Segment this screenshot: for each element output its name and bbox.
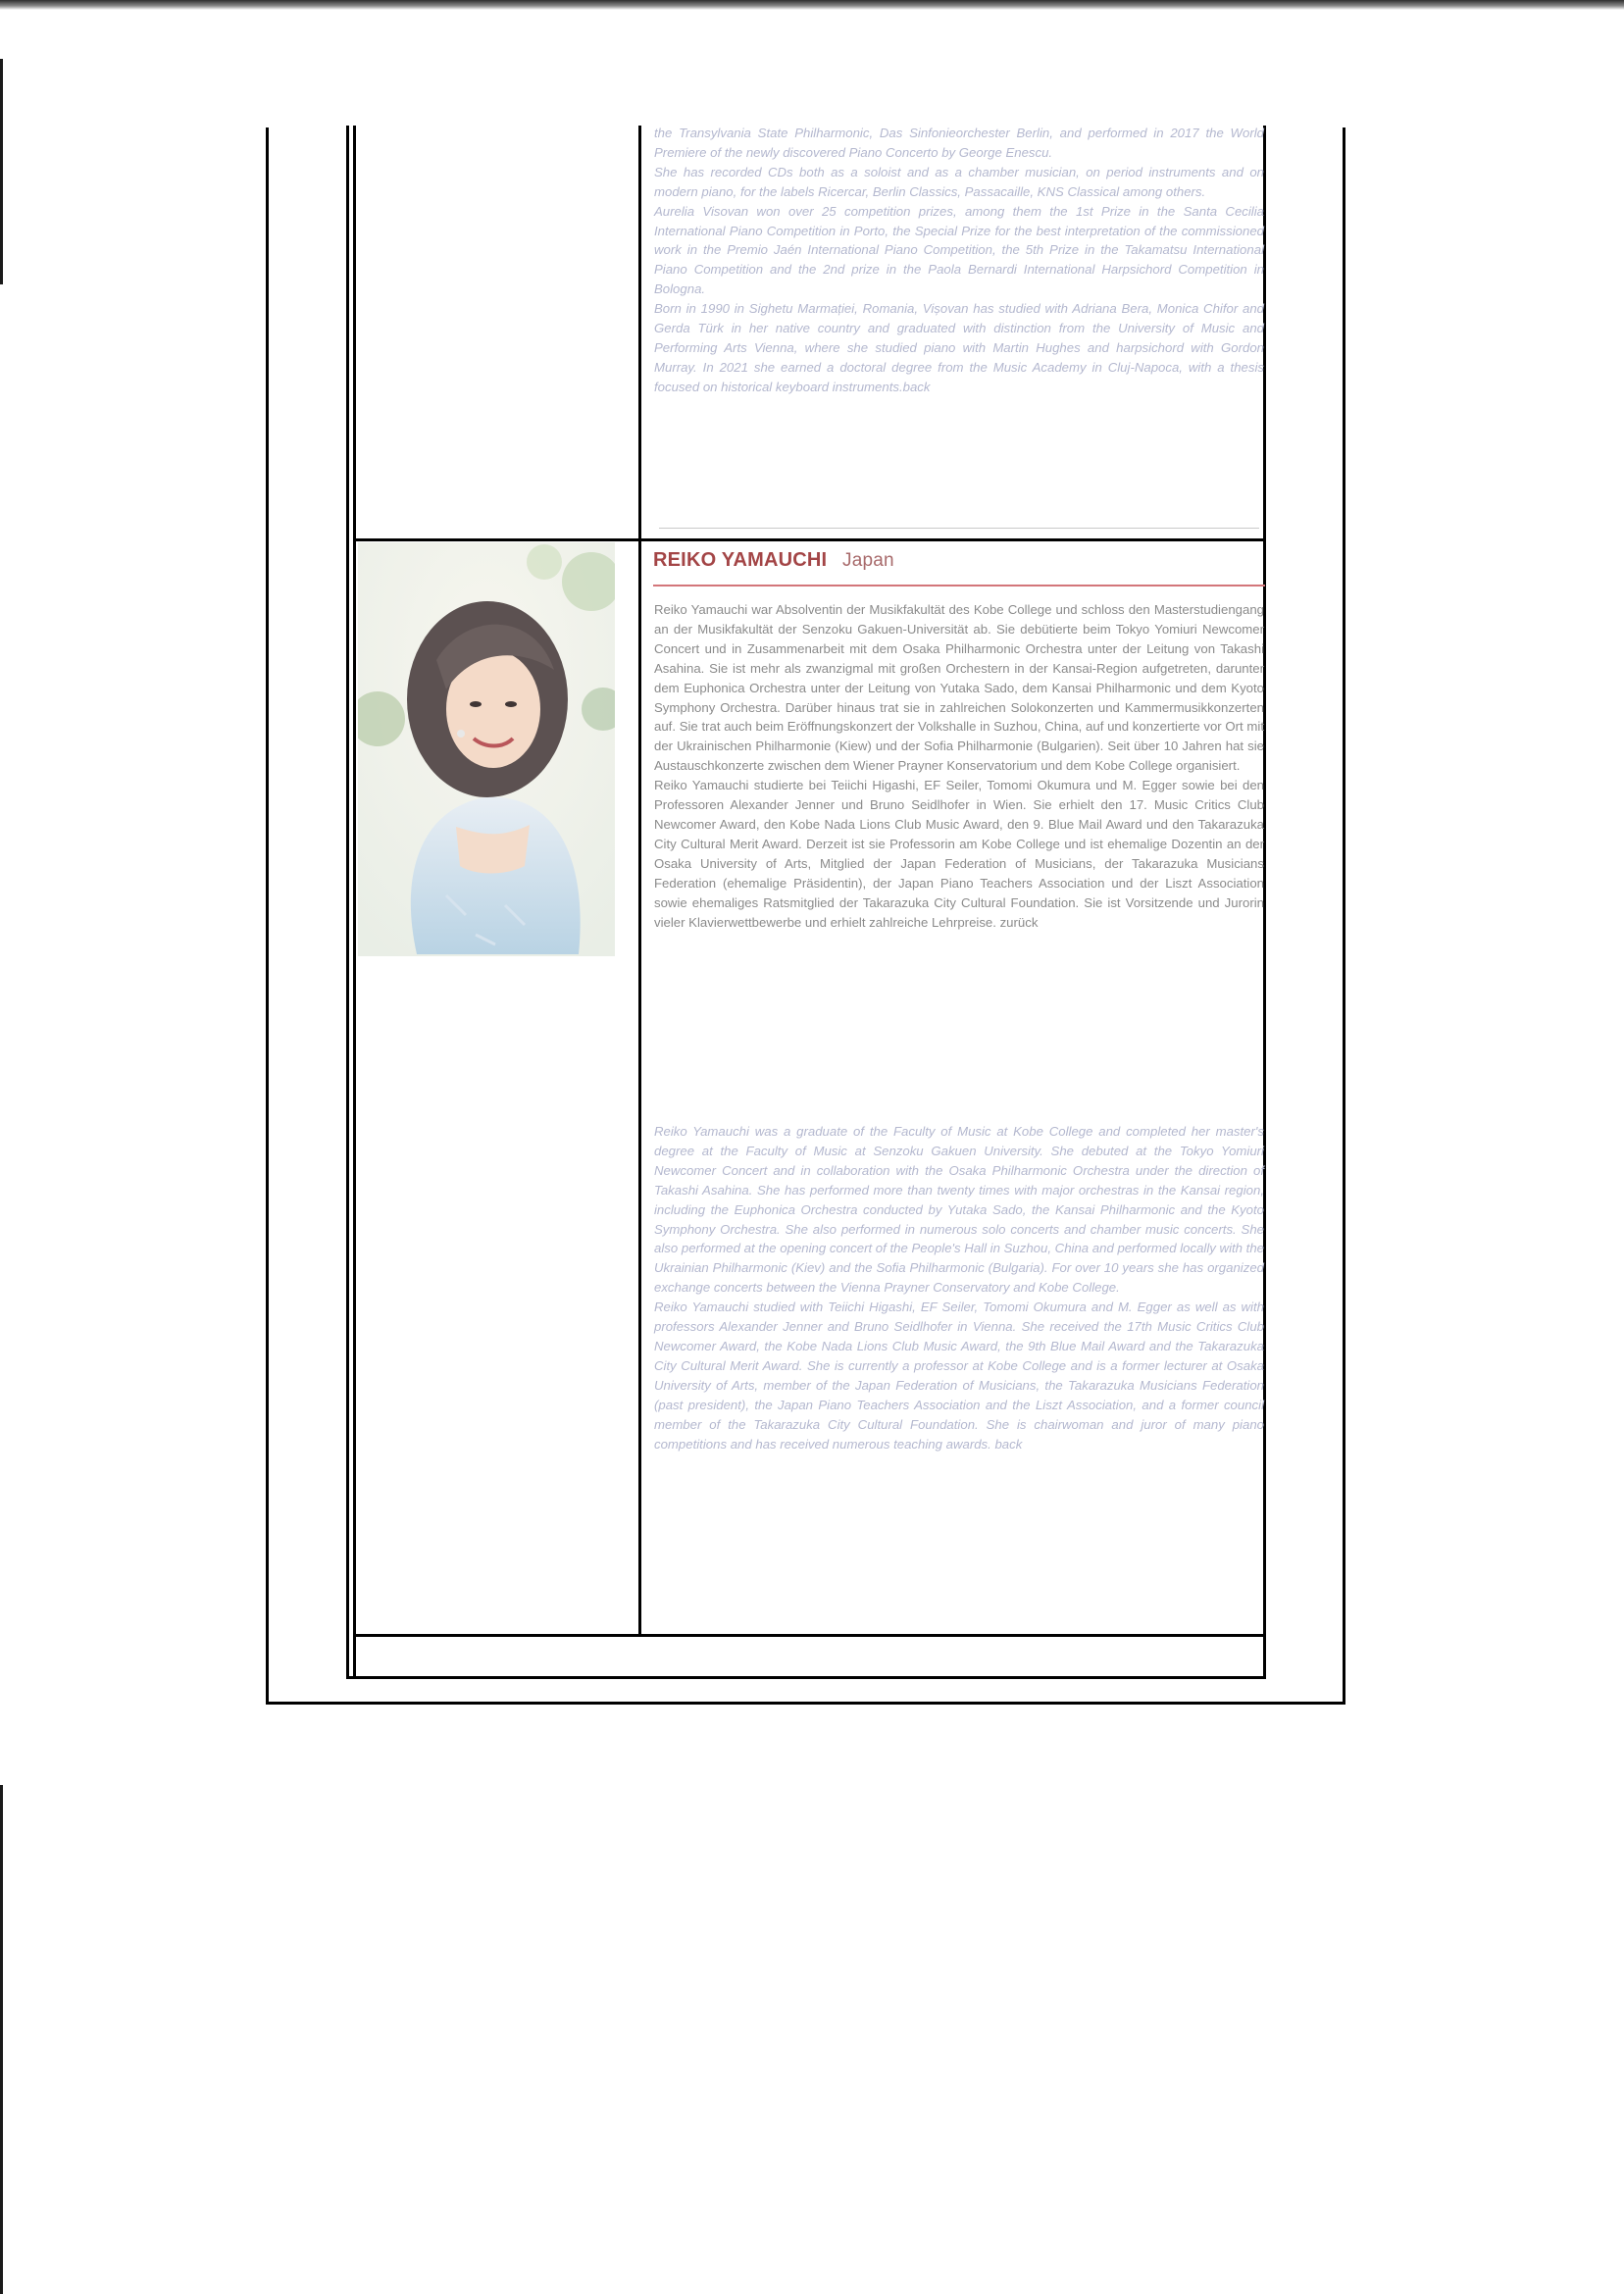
table-left-border — [353, 126, 356, 1679]
artist-country: Japan — [842, 550, 894, 571]
scan-edge — [0, 0, 1624, 10]
bio-paragraph: Reiko Yamauchi studied with Teiichi Higashi, EF Seiler, Tomomi Okumura and M. Egger as well as with professors Alexander Jenner and Bruno Seidlhofer in Vienna. She received the 17th Music Critics Club Newcomer Award, the Kobe Nada Lions Club Music Award, the 9th Blue Mail Award and the Takarazuka City Cultural Merit Award. She is currently a professor at Kobe College and is a former lecturer at Osaka University of Arts, member of the Japan Federation of Musicians, the Takarazuka Musicians Federation (past president), the Japan Piano Teachers Association and the Liszt Association, and a former council member of the Takarazuka City Cultural Foundation. She is chairwoman and juror of many piano competitions and has received numerous teaching awards. back — [654, 1300, 1264, 1452]
bio-paragraph: Reiko Yamauchi was a graduate of the Faculty of Music at Kobe College and completed her master's degree at the Faculty of Music at Senzoku Gakuen University. She debuted at the Tokyo Yomiuri Newcomer Concert and in collaboration with the Osaka Philharmonic Orchestra under the direction of Takashi Asahina. She has performed more than twenty times with major orchestras in the Kansai region, including the Euphonica Orchestra conducted by Yutaka Sado, the Kansai Philharmonic and the Kyoto Symphony Orchestra. She also performed in numerous solo concerts and chamber music concerts. She also performed at the opening concert of the People's Hall in Suzhou, China and performed locally with the Ukrainian Philharmonic (Kiev) and the Sofia Philharmonic (Bulgaria). For over 10 years she has organized exchange concerts between the Vienna Prayner Conservatory and Kobe College. — [654, 1124, 1264, 1296]
table-outer-left-border — [346, 126, 349, 1679]
bio-paragraph: She has recorded CDs both as a soloist and as a chamber musician, on period instruments and on modern piano, for the labels Ricercar, Berlin Classics, Passacaille, KNS Classical among others. — [654, 164, 1264, 199]
bio-paragraph: Reiko Yamauchi war Absolventin der Musikfakultät des Kobe College und schloss den Masterstudiengang an der Musikfakultät der Senzoku Gakuen-Universität ab. Sie debütierte beim Tokyo Yomiuri Newcomer Concert und in Zusammenarbeit mit dem Osaka Philharmonic Orchestra unter der Leitung von Takashi Asahina. Sie ist mehr als zwanzigmal mit großen Orchestern in der Kansai-Region aufgetreten, darunter dem Euphonica Orchestra unter der Leitung von Yutaka Sado, dem Kansai Philharmonic und dem Kyoto Symphony Orchestra. Darüber hinaus trat sie in zahlreichen Solokonzerten und Kammermusikkonzerten auf. Sie trat auch beim Eröffnungskonzert der Volkshalle in Suzhou, China, auf und konzertierte vor Ort mit der Ukrainischen Philharmonie (Kiew) und der Sofia Philharmonie (Bulgarien). Seit über 10 Jahren hat sie Austauschkonzerte zwischen dem Wiener Prayner Konservatorium und dem Kobe College organisiert. — [654, 602, 1264, 774]
previous-bio-text — [654, 124, 1264, 397]
bio-paragraph: Aurelia Visovan won over 25 competition prizes, among them the 1st Prize in the Santa Cecilia International Piano Competition in Porto, the Special Prize for the best interpretation of the commissioned work in the Premio Jaén International Piano Competition, the 5th Prize in the Takamatsu International Piano Competition and the 2nd prize in the Paola Bernardi International Harpsichord Competition in Bologna. — [654, 203, 1264, 297]
artist-heading — [653, 549, 894, 572]
bio-paragraph: Reiko Yamauchi studierte bei Teiichi Higashi, EF Seiler, Tomomi Okumura und M. Egger sowie bei den Professoren Alexander Jenner und Bruno Seidlhofer in Wien. Sie erhielt den 17. Music Critics Club Newcomer Award, den Kobe Nada Lions Club Music Award, den 9. Blue Mail Award und den Takarazuka City Cultural Merit Award. Derzeit ist sie Professorin am Kobe College und ist ehemalige Dozentin an der Osaka University of Arts, Mitglied der Japan Federation of Musicians, der Takarazuka Musicians Federation (ehemalige Präsidentin), der Japan Piano Teachers Association und der Liszt Association sowie ehemaliges Ratsmitglied der Takarazuka City Cultural Foundation. Sie ist Vorsitzende und Jurorin vieler Klavierwettbewerbe und erhielt zahlreiche Lehrpreise. zurück — [654, 778, 1264, 930]
german-bio-text — [654, 600, 1264, 932]
artist-portrait — [358, 542, 615, 956]
english-bio-text — [654, 1122, 1264, 1453]
scan-margin-mark — [0, 1785, 3, 2294]
scan-margin-mark — [0, 59, 3, 284]
bio-paragraph: the Transylvania State Philharmonic, Das Sinfonieorchester Berlin, and performed in 2017 the World Premiere of the newly discovered Piano Concerto by George Enescu. — [654, 126, 1264, 160]
cell-separator — [659, 528, 1259, 529]
table-row-divider — [353, 1634, 1266, 1637]
artist-name: REIKO YAMAUCHI — [653, 549, 828, 571]
table-bottom-border — [346, 1676, 1266, 1679]
heading-rule — [653, 585, 1265, 586]
bio-paragraph: Born in 1990 in Sighetu Marmației, Romania, Vișovan has studied with Adriana Bera, Monica Chifor and Gerda Türk in her native country and graduated with distinction from the University of Music and Performing Arts Vienna, where she studied piano with Martin Hughes and harpsichord with Gordon Murray. In 2021 she earned a doctoral degree from the Music Academy in Cluj-Napoca, with a thesis focused on historical keyboard instruments.back — [654, 301, 1264, 394]
table-row-divider — [353, 538, 1266, 541]
portrait-image — [358, 542, 615, 956]
table-column-divider — [638, 126, 641, 1637]
